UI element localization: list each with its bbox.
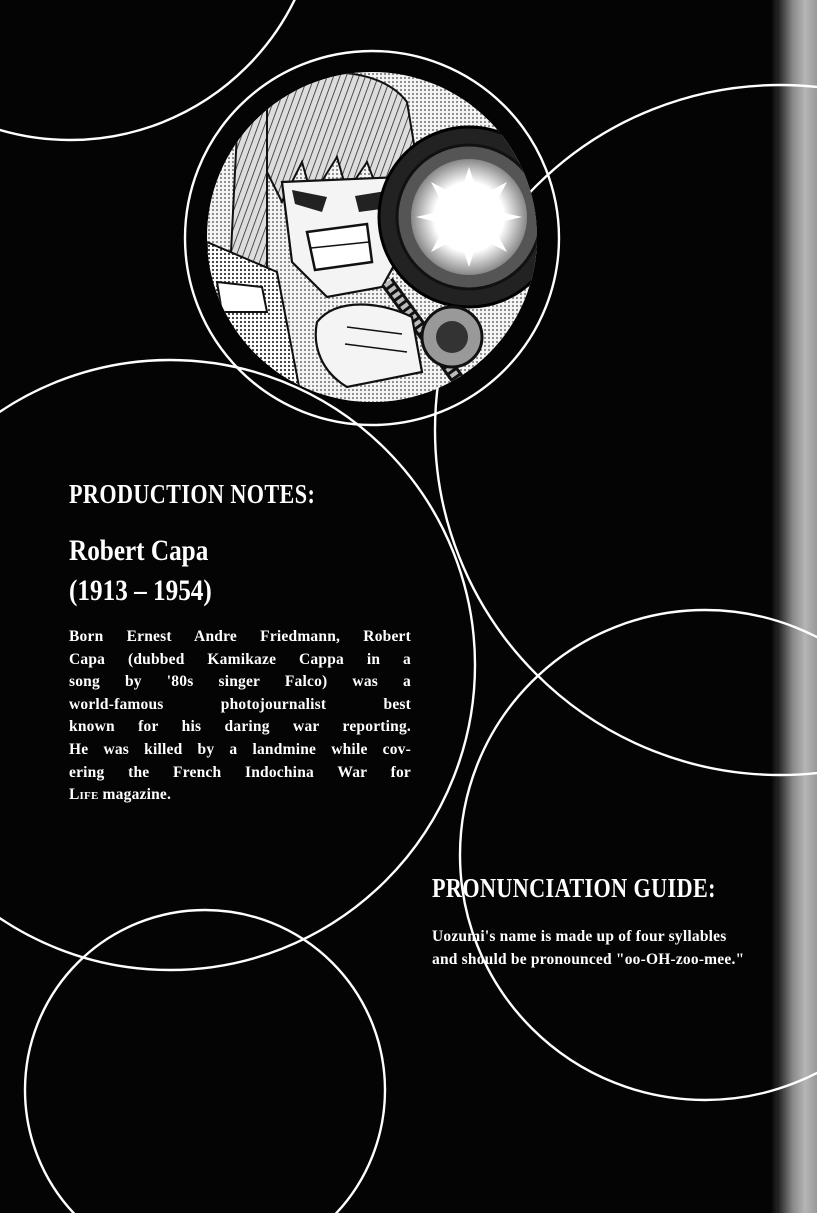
bio-line: known for his daring war reporting. (69, 718, 411, 736)
bio-line: world-famous photojournalist best (69, 695, 411, 713)
subject-years: (1913 – 1954) (69, 574, 212, 607)
portrait-illustration (207, 72, 537, 402)
manga-character-icon (207, 72, 537, 402)
bio-line: He was killed by a landmine while cov- (69, 740, 411, 758)
bio-line: song by '80s singer Falco) was a (69, 673, 411, 691)
bio-line: Capa (dubbed Kamikaze Cappa in a (69, 650, 411, 668)
circle-right-lower (460, 610, 817, 1100)
pronunciation-guide-heading: PRONUNCIATION GUIDE: (432, 873, 716, 903)
subject-block (69, 531, 212, 611)
bio-line-last (69, 784, 411, 807)
biography-text (69, 626, 411, 807)
production-notes-heading: PRODUCTION NOTES: (69, 479, 316, 509)
magazine-name: Life (69, 786, 99, 804)
subject-name: Robert Capa (69, 534, 209, 567)
pronunciation-guide-text (432, 926, 762, 971)
guide-line: and should be pronounced "oo-OH-zoo-mee." (432, 950, 745, 968)
bio-line: Born Ernest Andre Friedmann, Robert (69, 628, 411, 645)
guide-line: Uozumi's name is made up of four syllables (432, 928, 727, 945)
bio-line: ering the French Indochina War for (69, 763, 411, 781)
bio-last-suffix: magazine. (98, 786, 172, 804)
